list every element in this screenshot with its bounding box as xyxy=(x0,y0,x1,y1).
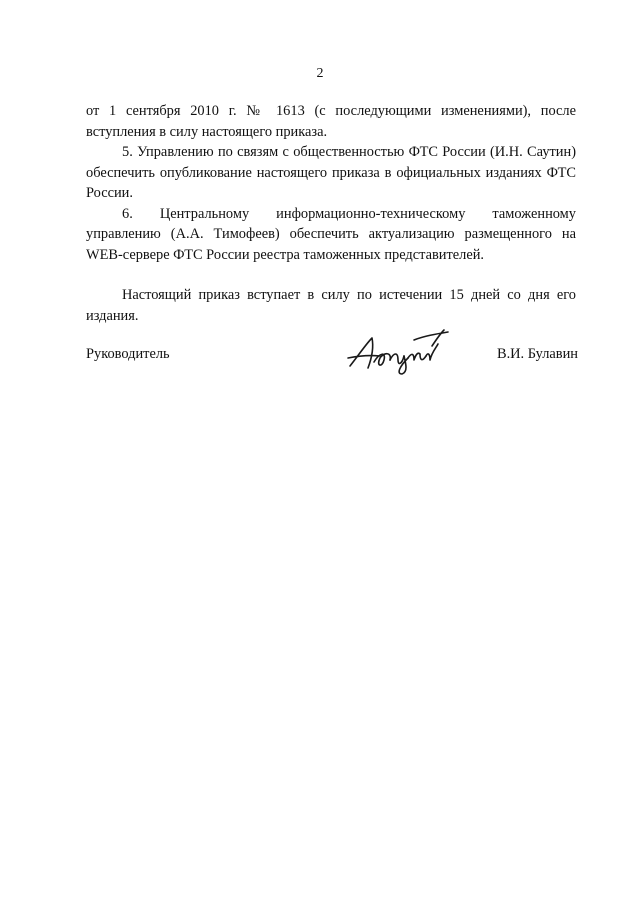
paragraph-item-5: 5. Управлению по связям с общественностью ФТС России (И.Н. Саутин) обеспечить опубликование настоящего приказа в официальных изданиях ФТС России. xyxy=(86,144,576,201)
paragraph-continuation: от 1 сентября 2010 г. № 1613 (с последующими изменениями), после вступления в силу настоящего приказа. xyxy=(86,103,576,140)
document-body xyxy=(86,101,576,326)
paragraph-item-6: 6. Центральному информационно-техническому таможенному управлению (А.А. Тимофеев) обеспечить актуализацию размещенного на WEB-сервере ФТС России реестра таможенных представителей. xyxy=(86,205,576,263)
paragraph-effective-date: Настоящий приказ вступает в силу по истечении 15 дней со дня его издания. xyxy=(86,287,576,324)
signatory-name: В.И. Булавин xyxy=(496,346,578,362)
signature-block xyxy=(86,326,578,376)
handwritten-signature xyxy=(344,326,454,376)
page-number: 2 xyxy=(316,66,324,81)
signatory-position: Руководитель xyxy=(86,346,170,362)
